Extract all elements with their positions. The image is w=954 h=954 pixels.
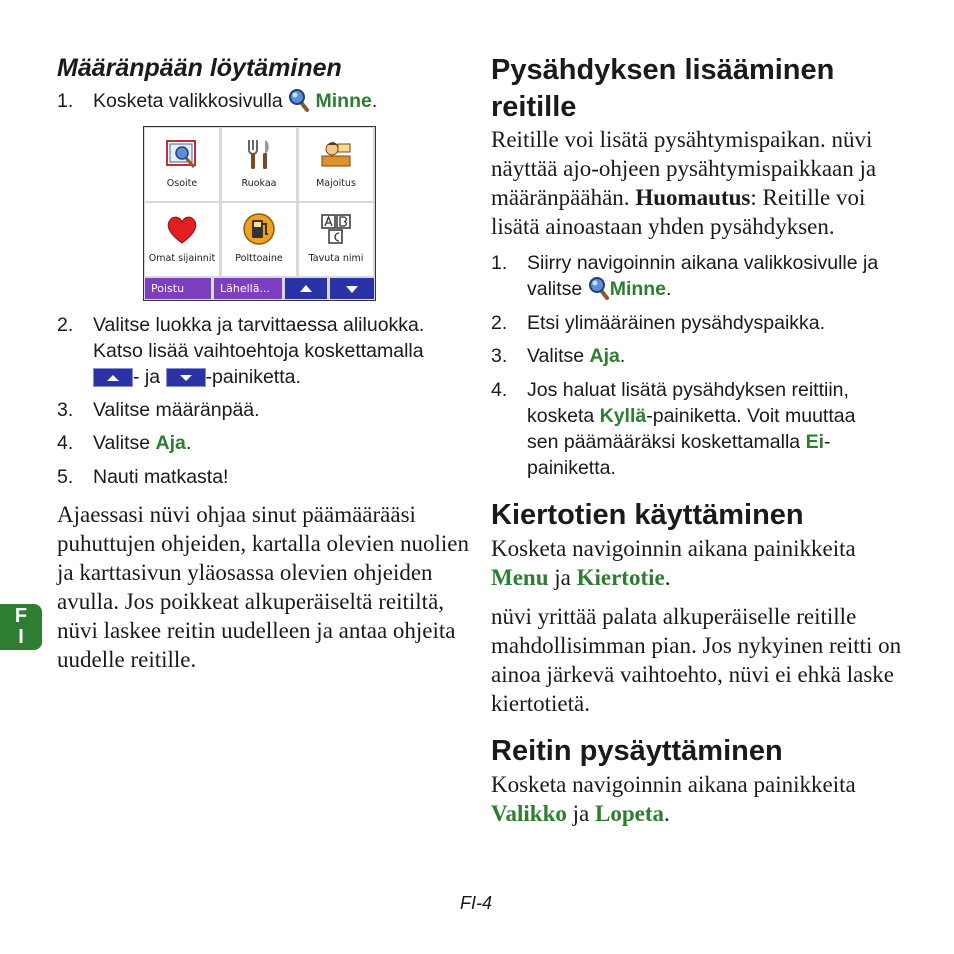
section-heading-find-destination: Määränpään löytäminen — [57, 54, 342, 82]
step-number: 1. — [57, 90, 74, 112]
step-number: 2. — [57, 314, 74, 336]
left-step-1: 1. Kosketa valikkosivulla Minne. — [57, 90, 378, 112]
section-heading-stop-route: Reitin pysäyttäminen — [491, 735, 783, 767]
lodging-icon — [318, 136, 354, 172]
menu-cell-tavuta-nimi: Tavuta nimi — [299, 203, 373, 276]
left-step-5: 5. Nauti matkasta! — [57, 466, 229, 488]
search-magnifier-icon — [288, 88, 310, 112]
right-step-3: 3. Valitse Aja. — [491, 345, 626, 367]
language-tab-fi: F I — [0, 604, 42, 650]
heart-icon — [164, 211, 200, 247]
scroll-down-button — [330, 278, 374, 299]
detour-instruction: Kosketa navigoinnin aikana painikkeita Menu ja Kiertotie. — [491, 536, 856, 590]
menu-cell-omat-sijainnit: Omat sijainnit — [145, 203, 219, 276]
right-step-2: 2. Etsi ylimääräinen pysähdyspaikka. — [491, 312, 826, 334]
minne-label: Minne — [315, 90, 372, 112]
down-button-inline-icon — [166, 368, 206, 387]
right-step-1: 1. Siirry navigoinnin aikana valikkosivulle ja valitse Minne. — [491, 252, 879, 300]
scroll-up-button — [285, 278, 327, 299]
detour-paragraph: nüvi yrittää palata alkuperäiselle reitille mahdollisimman pian. Jos nykyinen reitti on ainoa järkevä vaihtoehto, nüvi ei ehkä laske kiertotietä. — [491, 604, 902, 716]
add-stop-paragraph: Reitille voi lisätä pysähtymispaikan. nüvi näyttää ajo-ohjeen pysähtymispaikkaan ja määränpäähän. Huomautus: Reitille voi lisätä ainoastaan yhden pysähdyksen. — [491, 127, 877, 239]
arrow-up-icon — [285, 278, 327, 299]
menu-cell-ruokaa: Ruokaa — [222, 128, 296, 201]
left-paragraph: Ajaessasi nüvi ohjaa sinut päämäärääsi puhuttujen ohjeiden, kartalla olevien nuolien ja karttasivun yläosassa olevien ohjeiden avulla. Jos poikkeat alkuperäiseltä reitiltä, nüvi laskee reitin uudelleen ja antaa ohjeita uudelle reitille. — [57, 502, 469, 672]
stop-route-instruction: Kosketa navigoinnin aikana painikkeita Valikko ja Lopeta. — [491, 772, 856, 826]
near-button: Lähellä... — [214, 278, 282, 299]
menu-cell-osoite: Osoite — [145, 128, 219, 201]
page-number: FI-4 — [460, 893, 493, 913]
section-heading-detour: Kiertotien käyttäminen — [491, 499, 804, 531]
step-text: Kosketa valikkosivulla — [93, 90, 283, 112]
left-step-3: 3. Valitse määränpää. — [57, 399, 260, 421]
address-icon — [164, 136, 200, 172]
search-magnifier-icon — [588, 276, 610, 300]
device-where-to-menu — [143, 126, 376, 301]
arrow-down-icon — [330, 278, 374, 299]
delete-button: Poistu — [145, 278, 211, 299]
right-step-4: 4. Jos haluat lisätä pysähdyksen reittiin, kosketa Kyllä-painiketta. Voit muuttaa sen päämääräksi koskettamalla Ei- painiketta. — [491, 379, 856, 479]
left-step-4: 4. Valitse Aja. — [57, 432, 192, 454]
up-button-inline-icon — [93, 368, 133, 387]
section-heading-add-stop: Pysähdyksen lisääminen reitille — [491, 54, 835, 123]
food-icon — [241, 136, 277, 172]
spell-name-icon — [318, 211, 354, 247]
menu-cell-polttoaine: Polttoaine — [222, 203, 296, 276]
fuel-icon — [241, 211, 277, 247]
menu-cell-majoitus: Majoitus — [299, 128, 373, 201]
left-step-2: 2. Valitse luokka ja tarvittaessa aliluokka. Katso lisää vaihtoehtoja koskettamalla - ja -painiketta. — [57, 314, 425, 388]
